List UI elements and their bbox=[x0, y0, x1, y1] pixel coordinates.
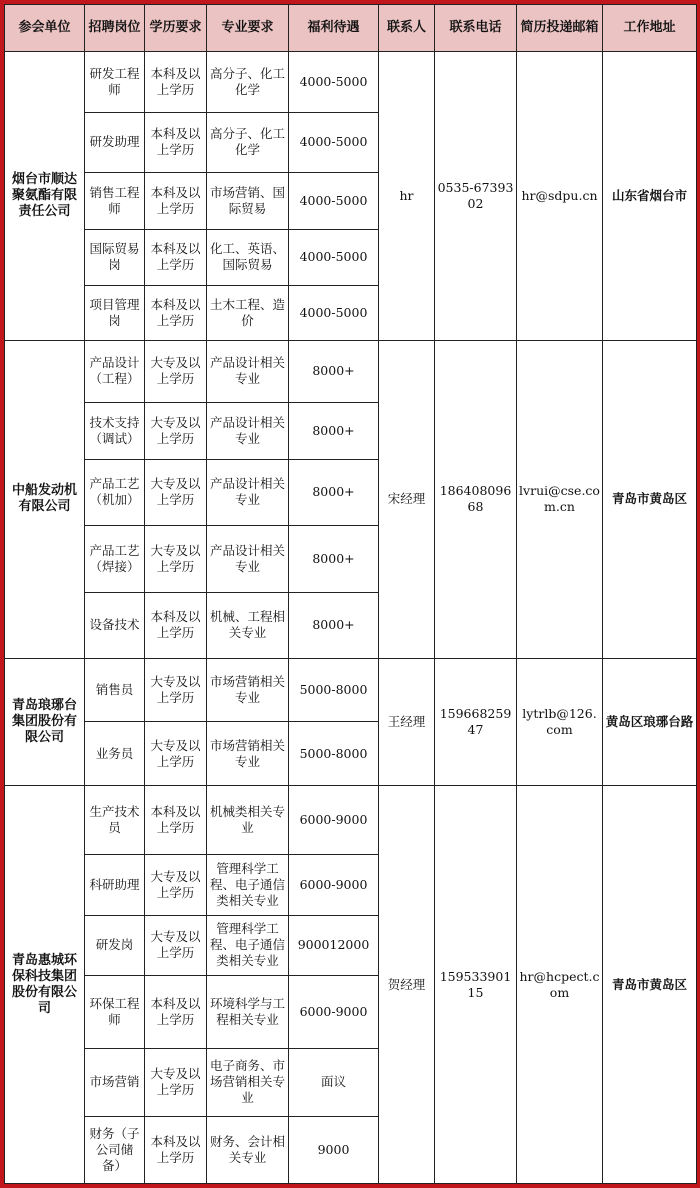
job-education: 本科及以上学历 bbox=[145, 173, 207, 229]
job-position: 销售工程师 bbox=[85, 173, 145, 229]
job-salary: 面议 bbox=[289, 1048, 379, 1117]
job-position: 环保工程师 bbox=[85, 976, 145, 1049]
job-major: 财务、会计相关专业 bbox=[207, 1117, 289, 1184]
job-position: 市场营销 bbox=[85, 1048, 145, 1117]
job-salary: 8000+ bbox=[289, 459, 379, 526]
job-position: 研发助理 bbox=[85, 112, 145, 173]
job-salary: 9000 bbox=[289, 1117, 379, 1184]
company-name: 烟台市顺达聚氨酯有限责任公司 bbox=[5, 52, 85, 341]
company-email: hr@hcpect.com bbox=[517, 786, 603, 1184]
company-email: hr@sdpu.cn bbox=[517, 52, 603, 341]
job-education: 大专及以上学历 bbox=[145, 721, 207, 786]
job-salary: 8000+ bbox=[289, 340, 379, 403]
job-education: 大专及以上学历 bbox=[145, 1048, 207, 1117]
job-salary: 6000-9000 bbox=[289, 854, 379, 915]
job-position: 科研助理 bbox=[85, 854, 145, 915]
table-row bbox=[5, 659, 697, 722]
company-address: 黄岛区琅琊台路 bbox=[603, 659, 697, 786]
company-phone: 0535-6739302 bbox=[435, 52, 517, 341]
job-major: 管理科学工程、电子通信类相关专业 bbox=[207, 915, 289, 976]
company-phone: 15953390115 bbox=[435, 786, 517, 1184]
company-phone: 15966825947 bbox=[435, 659, 517, 786]
job-salary: 4000-5000 bbox=[289, 52, 379, 113]
company-address: 青岛市黄岛区 bbox=[603, 786, 697, 1184]
job-major: 机械类相关专业 bbox=[207, 786, 289, 855]
job-position: 产品工艺（焊接） bbox=[85, 526, 145, 593]
job-education: 本科及以上学历 bbox=[145, 1117, 207, 1184]
job-major: 环境科学与工程相关专业 bbox=[207, 976, 289, 1049]
job-position: 财务（子公司储备） bbox=[85, 1117, 145, 1184]
company-contact: 王经理 bbox=[379, 659, 435, 786]
job-education: 大专及以上学历 bbox=[145, 459, 207, 526]
company-email: lvrui@cse.com.cn bbox=[517, 340, 603, 659]
job-major: 市场营销、国际贸易 bbox=[207, 173, 289, 229]
job-education: 本科及以上学历 bbox=[145, 52, 207, 113]
company-address: 山东省烟台市 bbox=[603, 52, 697, 341]
job-position: 生产技术员 bbox=[85, 786, 145, 855]
table-row bbox=[5, 340, 697, 403]
recruitment-sheet bbox=[4, 4, 696, 1184]
header-contact: 联系人 bbox=[379, 5, 435, 52]
job-position: 产品设计（工程） bbox=[85, 340, 145, 403]
job-position: 销售员 bbox=[85, 659, 145, 722]
job-major: 产品设计相关专业 bbox=[207, 340, 289, 403]
table-row bbox=[5, 786, 697, 855]
company-name: 中船发动机有限公司 bbox=[5, 340, 85, 659]
header-row bbox=[5, 5, 697, 52]
job-position: 技术支持（调试） bbox=[85, 403, 145, 459]
job-major: 高分子、化工化学 bbox=[207, 52, 289, 113]
company-contact: hr bbox=[379, 52, 435, 341]
job-position: 国际贸易岗 bbox=[85, 229, 145, 285]
job-education: 本科及以上学历 bbox=[145, 112, 207, 173]
job-salary: 8000+ bbox=[289, 403, 379, 459]
job-salary: 8000+ bbox=[289, 526, 379, 593]
job-major: 产品设计相关专业 bbox=[207, 459, 289, 526]
job-salary: 4000-5000 bbox=[289, 173, 379, 229]
job-position: 项目管理岗 bbox=[85, 286, 145, 340]
job-education: 本科及以上学历 bbox=[145, 286, 207, 340]
job-position: 业务员 bbox=[85, 721, 145, 786]
company-contact: 宋经理 bbox=[379, 340, 435, 659]
job-salary: 6000-9000 bbox=[289, 976, 379, 1049]
company-contact: 贺经理 bbox=[379, 786, 435, 1184]
job-education: 本科及以上学历 bbox=[145, 592, 207, 659]
job-education: 大专及以上学历 bbox=[145, 659, 207, 722]
header-company: 参会单位 bbox=[5, 5, 85, 52]
job-salary: 6000-9000 bbox=[289, 786, 379, 855]
job-education: 大专及以上学历 bbox=[145, 854, 207, 915]
table-row bbox=[5, 52, 697, 113]
job-position: 研发岗 bbox=[85, 915, 145, 976]
job-education: 大专及以上学历 bbox=[145, 915, 207, 976]
job-salary: 4000-5000 bbox=[289, 229, 379, 285]
job-salary: 5000-8000 bbox=[289, 659, 379, 722]
job-salary: 8000+ bbox=[289, 592, 379, 659]
company-email: lytrlb@126.com bbox=[517, 659, 603, 786]
job-major: 市场营销相关专业 bbox=[207, 721, 289, 786]
job-education: 大专及以上学历 bbox=[145, 340, 207, 403]
job-major: 市场营销相关专业 bbox=[207, 659, 289, 722]
header-address: 工作地址 bbox=[603, 5, 697, 52]
job-position: 产品工艺（机加） bbox=[85, 459, 145, 526]
job-education: 本科及以上学历 bbox=[145, 229, 207, 285]
company-phone: 18640809668 bbox=[435, 340, 517, 659]
header-phone: 联系电话 bbox=[435, 5, 517, 52]
job-major: 高分子、化工化学 bbox=[207, 112, 289, 173]
header-email: 简历投递邮箱 bbox=[517, 5, 603, 52]
job-salary: 900012000 bbox=[289, 915, 379, 976]
header-salary: 福利待遇 bbox=[289, 5, 379, 52]
header-education: 学历要求 bbox=[145, 5, 207, 52]
job-major: 产品设计相关专业 bbox=[207, 403, 289, 459]
job-education: 本科及以上学历 bbox=[145, 786, 207, 855]
job-major: 机械、工程相关专业 bbox=[207, 592, 289, 659]
company-name: 青岛惠城环保科技集团股份有限公司 bbox=[5, 786, 85, 1184]
job-major: 电子商务、市场营销相关专业 bbox=[207, 1048, 289, 1117]
job-position: 研发工程师 bbox=[85, 52, 145, 113]
job-major: 土木工程、造价 bbox=[207, 286, 289, 340]
job-position: 设备技术 bbox=[85, 592, 145, 659]
job-education: 大专及以上学历 bbox=[145, 403, 207, 459]
job-major: 管理科学工程、电子通信类相关专业 bbox=[207, 854, 289, 915]
header-position: 招聘岗位 bbox=[85, 5, 145, 52]
job-education: 大专及以上学历 bbox=[145, 526, 207, 593]
job-salary: 4000-5000 bbox=[289, 112, 379, 173]
job-education: 本科及以上学历 bbox=[145, 976, 207, 1049]
job-salary: 4000-5000 bbox=[289, 286, 379, 340]
job-major: 化工、英语、国际贸易 bbox=[207, 229, 289, 285]
company-name: 青岛琅琊台集团股份有限公司 bbox=[5, 659, 85, 786]
company-address: 青岛市黄岛区 bbox=[603, 340, 697, 659]
job-major: 产品设计相关专业 bbox=[207, 526, 289, 593]
recruitment-table bbox=[4, 4, 697, 1184]
job-salary: 5000-8000 bbox=[289, 721, 379, 786]
header-major: 专业要求 bbox=[207, 5, 289, 52]
